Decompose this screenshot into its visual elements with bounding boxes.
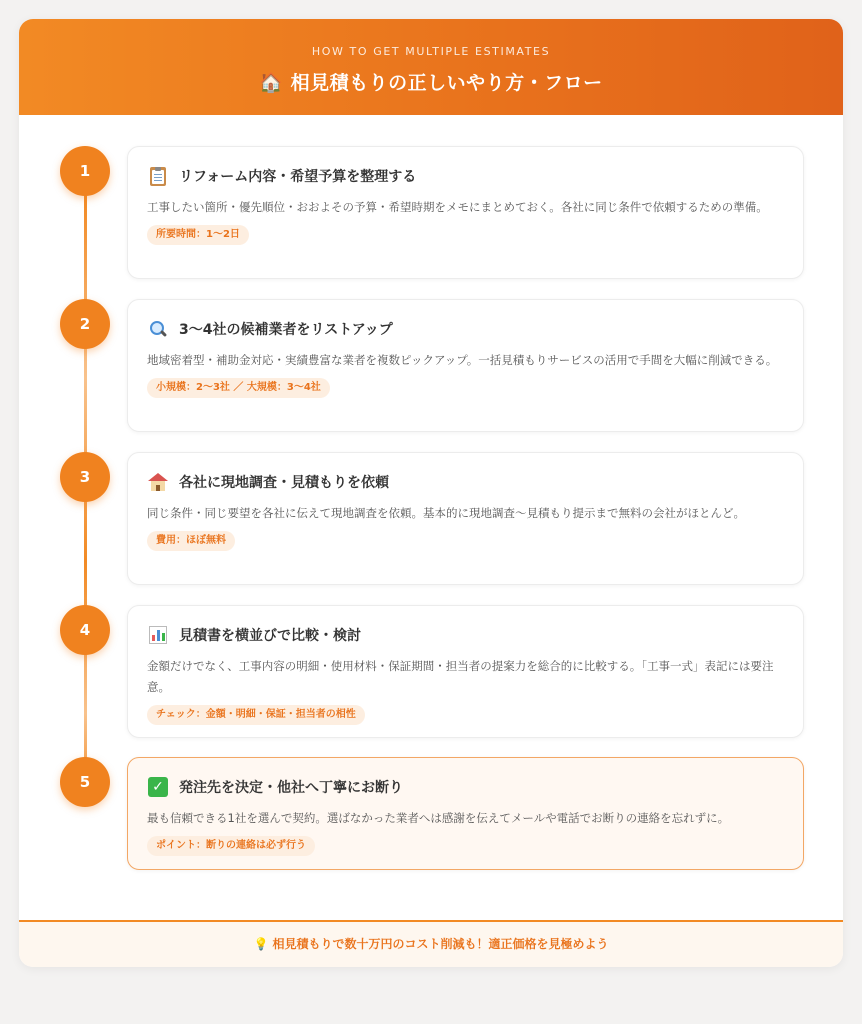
step-tag: ポイント：断りの連絡は必ず行う [147, 836, 315, 856]
footer-note: 💡 相見積もりで数十万円のコスト削減も！適正価格を見極めよう [19, 920, 843, 967]
step-tag: 小規模：2〜3社 ／ 大規模：3〜4社 [147, 378, 330, 398]
magnifier-icon [147, 318, 169, 340]
step-number-1: 1 [60, 146, 110, 196]
step-tag: 所要時間：1〜2日 [147, 225, 249, 245]
step-title: 発注先を決定・他社へ丁寧にお断り [179, 780, 403, 796]
house-icon [147, 471, 169, 493]
step-card-4 [127, 605, 804, 738]
step-card-5 [127, 757, 804, 870]
flow-card [19, 19, 843, 967]
step-number-5: 5 [60, 757, 110, 807]
step-description: 金額だけでなく、工事内容の明細・使用材料・保証期間・担当者の提案力を総合的に比較する。「工事一式」表記には要注意。 [147, 659, 774, 694]
step-description: 工事したい箇所・優先順位・おおよその予算・希望時期をメモにまとめておく。各社に同じ条件で依頼するための準備。 [147, 200, 768, 214]
step-tag: 費用：ほぼ無料 [147, 531, 235, 551]
step-number-3: 3 [60, 452, 110, 502]
step-description: 同じ条件・同じ要望を各社に伝えて現地調査を依頼。基本的に現地調査〜見積もり提示まで無料の会社がほとんど。 [147, 506, 745, 520]
clipboard-icon [147, 165, 169, 187]
step-title-row [147, 624, 783, 646]
step-description: 地域密着型・補助金対応・実績豊富な業者を複数ピックアップ。一括見積もりサービスの活用で手間を大幅に削減できる。 [147, 353, 778, 367]
step-number-4: 4 [60, 605, 110, 655]
step-title: リフォーム内容・希望予算を整理する [179, 169, 417, 185]
step-card-2 [127, 299, 804, 432]
bar-chart-icon [147, 624, 169, 646]
header-banner [19, 19, 843, 115]
step-title: 各社に現地調査・見積もりを依頼 [179, 475, 389, 491]
header-subtitle: HOW TO GET MULTIPLE ESTIMATES [311, 45, 551, 58]
step-title-row [147, 165, 783, 187]
step-number-2: 2 [60, 299, 110, 349]
step-tag: チェック：金額・明細・保証・担当者の相性 [147, 705, 365, 725]
step-description: 最も信頼できる1社を選んで契約。選ばなかった業者へは感謝を伝えてメールや電話でお断りの連絡を忘れずに。 [147, 811, 730, 825]
step-card-3 [127, 452, 804, 585]
step-title-row [147, 776, 783, 798]
step-title-row [147, 318, 783, 340]
step-title: 見積書を横並びで比較・検討 [179, 628, 361, 644]
step-title: 3〜4社の候補業者をリストアップ [179, 322, 393, 338]
page-title: 🏠 相見積もりの正しいやり方・フロー [259, 72, 603, 94]
step-card-1 [127, 146, 804, 279]
step-title-row [147, 471, 783, 493]
check-mark-icon: ✓ [147, 776, 169, 798]
